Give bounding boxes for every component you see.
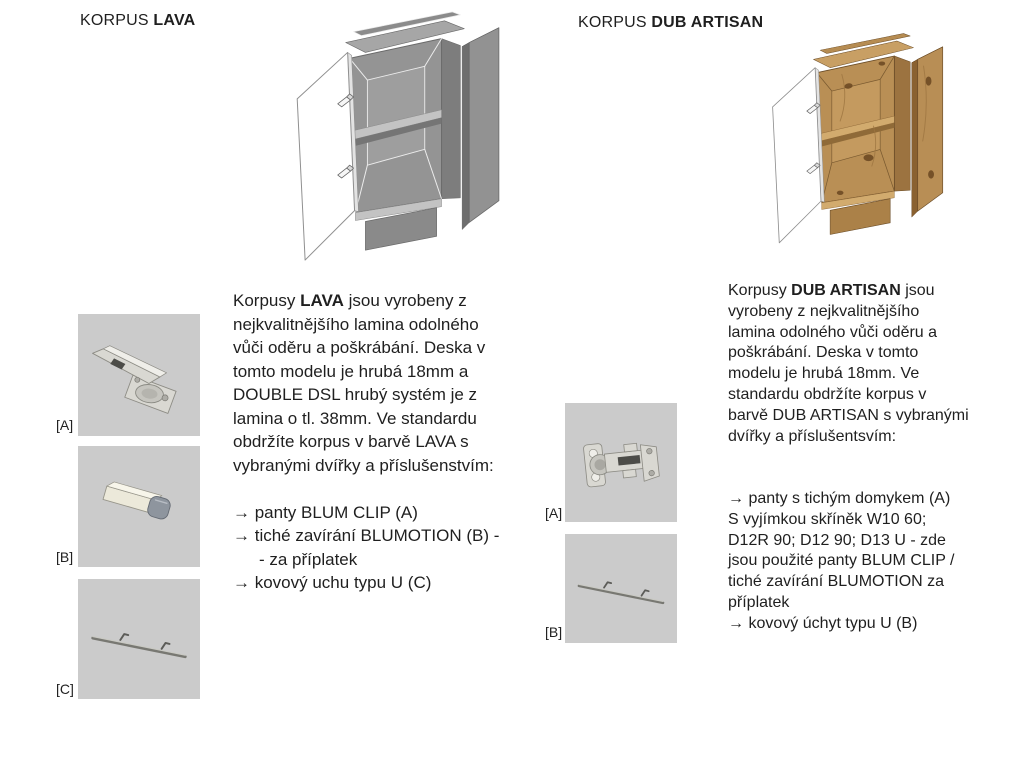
blumotion-damper-image [78,446,200,567]
text-line: Korpusy DUB ARTISAN jsou [728,282,935,299]
photo-label-a: [A] [545,505,563,521]
text-line: vyrobeny z nejkvalitnějšího [728,302,920,320]
text-line [233,477,533,501]
text-line: příplatek [728,593,790,611]
heading-prefix: KORPUS [80,12,154,29]
carcass [346,12,465,250]
text-line: → kovový úchyt typu U (B) [728,614,918,632]
text-line: modelu je hrubá 18mm. Ve [728,365,920,383]
text-line: - za příplatek [259,549,358,569]
text-line: → panty BLUM CLIP (A) [233,502,418,522]
dub-artisan-description [728,281,1023,635]
photo-soft-close-hinge [565,403,677,522]
photo-u-handle [78,579,200,699]
text-line: barvě DUB ARTISAN s vybranými [728,406,969,424]
text-line: lamina odolného vůči oděru a [728,323,938,341]
photo-label-a: [A] [56,417,74,433]
photo-label-c: [C] [56,681,74,697]
photo-blumotion-damper [78,446,200,567]
photo-blum-clip-hinge [78,314,200,436]
side-panel [462,28,499,230]
text-line: → kovový uchu typu U (C) [233,573,432,592]
soft-close-hinge-image [565,403,677,522]
heading-prefix: KORPUS [578,14,652,31]
lava-description [233,289,533,595]
text-line: → tiché zavírání BLUMOTION (B) - [233,526,500,545]
carcass [813,34,913,235]
side-panel [912,47,943,217]
photo-label-b: [B] [56,549,74,565]
text-line: tiché zavírání BLUMOTION za [728,573,945,591]
text-line: dvířky a příslušentsvím: [728,427,897,445]
photo-u-handle [565,534,677,643]
u-handle-image [565,534,677,643]
open-door [297,52,358,260]
text-line: vůči oděru a poškrábání. Deska v [233,338,486,357]
text-line: DOUBLE DSL hrubý systém je z [233,385,478,404]
text-line: jsou použité panty BLUM CLIP / [728,552,955,570]
heading-bold: DUB ARTISAN [651,14,764,31]
text-line: D12R 90; D12 90; D13 U - zde [728,531,946,549]
u-handle-image [78,579,200,699]
open-door [773,68,825,243]
heading-korpus-dub-artisan [578,14,763,32]
cabinet-drawing-lava [288,3,516,265]
text-line: nejkvalitnějšího lamina odolného [233,314,479,334]
text-line: S vyjímkou skříněk W10 60; [728,510,927,528]
text-line [728,468,1023,489]
text-line: obdržíte korpus v barvě LAVA s [233,432,469,451]
text-line [728,447,1023,468]
photo-label-b: [B] [545,624,563,640]
text-line: poškrábání. Deska v tomto [728,344,919,362]
cabinet-drawing-dub-artisan [765,26,957,247]
heading-bold: LAVA [153,12,196,29]
text-line: Korpusy LAVA jsou vyrobeny z [233,291,467,310]
heading-korpus-lava [80,12,195,30]
text-line: → panty s tichým domykem (A) [728,489,951,507]
text-line: vybranými dvířky a příslušenstvím: [233,455,494,475]
blum-clip-hinge-image [78,314,200,436]
text-line: tomto modelu je hrubá 18mm a [233,361,469,381]
text-line: lamina o tl. 38mm. Ve standardu [233,408,477,428]
text-line: standardu obdržíte korpus v [728,385,927,403]
